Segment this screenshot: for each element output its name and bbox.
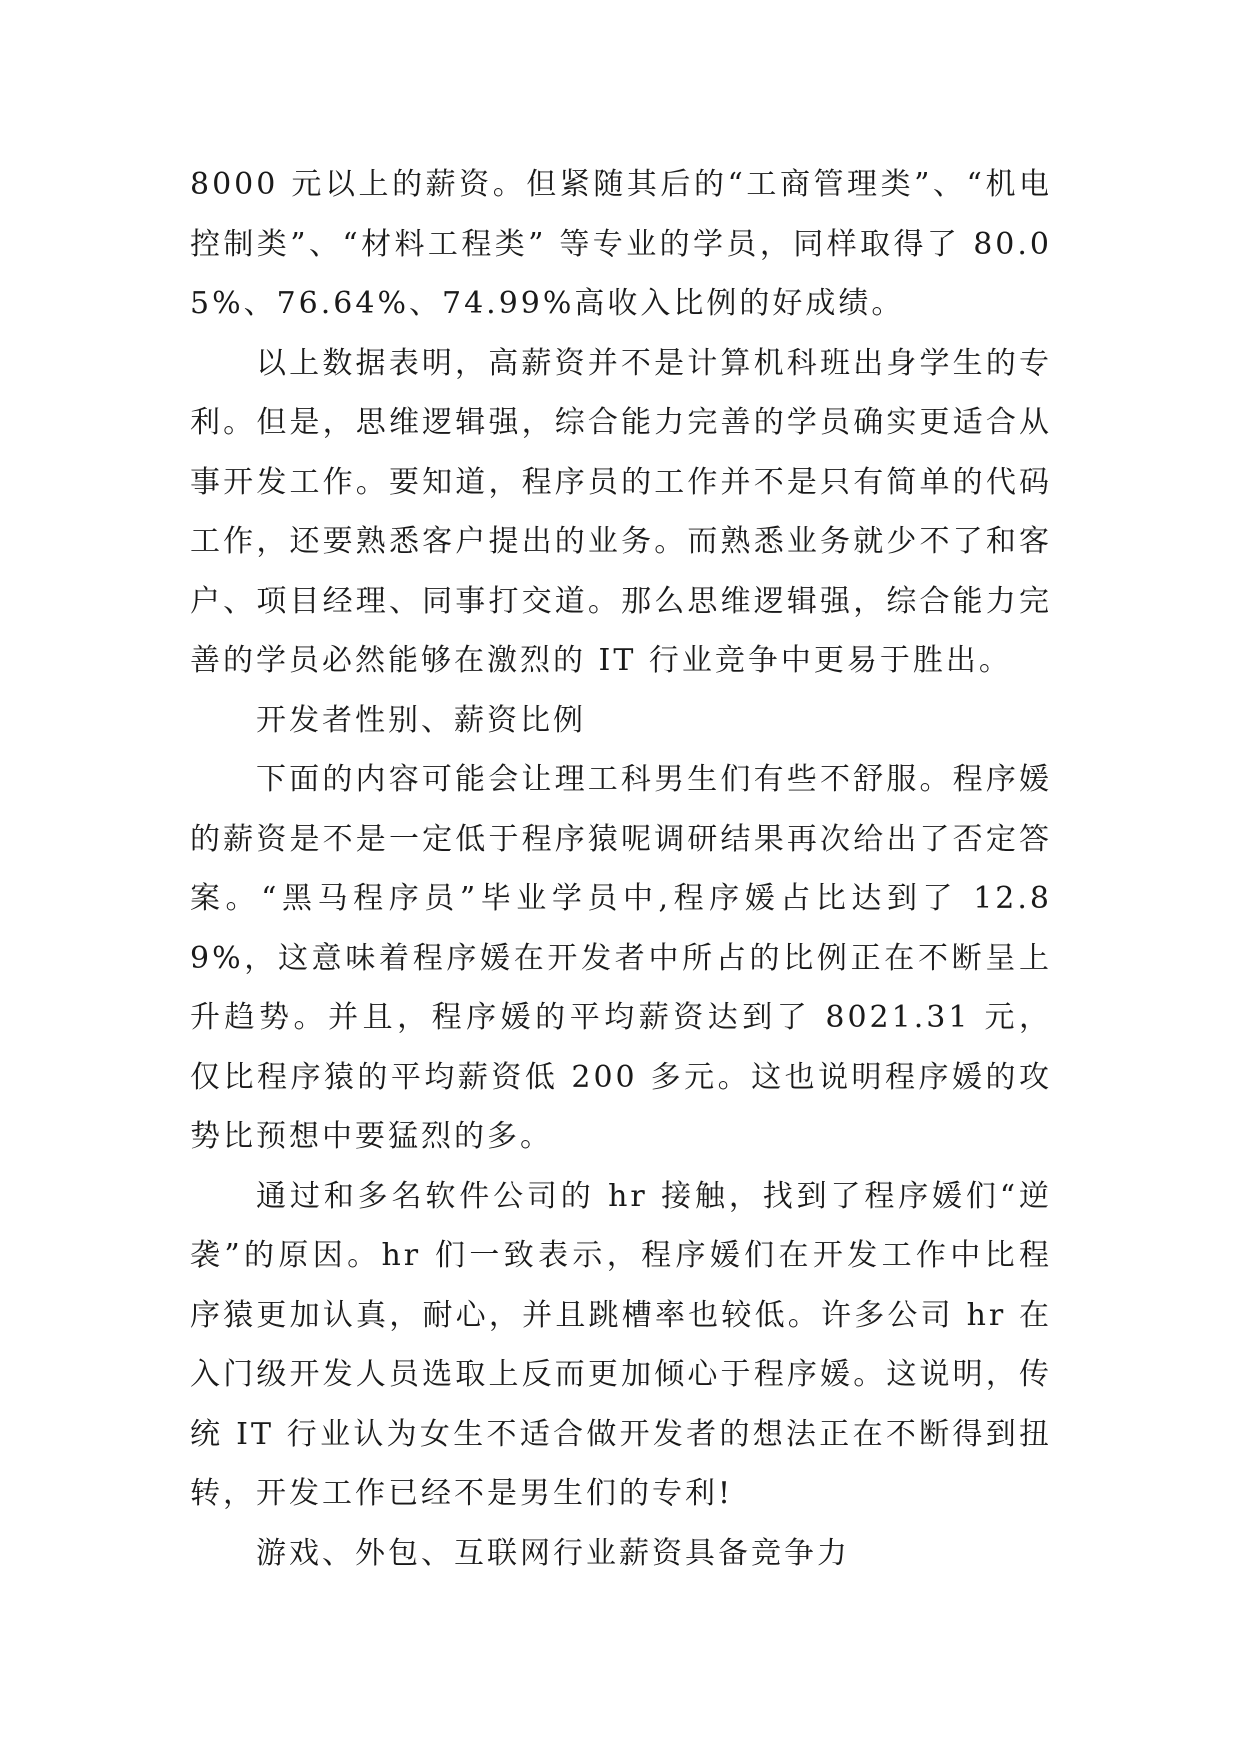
paragraph-4: 通过和多名软件公司的 hr 接触，找到了程序媛们“逆袭”的原因。hr 们一致表示，程序媛们在开发工作中比程序猿更加认真，耐心，并且跳槽率也较低。许多公司 hr 在入门级开发人员选取上反而更加倾心于程序媛。这说明，传统 IT 行业认为女生不适合做开发者的想法正在不断得到扭转，开发工作已经不是男生们的专利! xyxy=(190,1178,1052,1511)
paragraph-1: 8000 元以上的薪资。但紧随其后的“工商管理类”、“机电控制类”、“材料工程类” 等专业的学员，同样取得了 80.05%、76.64%、74.99%高收入比例的好成绩。 xyxy=(190,167,1052,321)
paragraph-3: 下面的内容可能会让理工科男生们有些不舒服。程序媛的薪资是不是一定低于程序猿呢调研结果再次给出了否定答案。“黑马程序员”毕业学员中,程序媛占比达到了 12.89%，这意味着程序媛在开发者中所占的比例正在不断呈上升趋势。并且，程序媛的平均薪资达到了 8021.31 元，仅比程序猿的平均薪资低 200 多元。这也说明程序媛的攻势比预想中要猛烈的多。 xyxy=(190,762,1052,1154)
paragraph-2: 以上数据表明，高薪资并不是计算机科班出身学生的专利。但是，思维逻辑强，综合能力完善的学员确实更适合从事开发工作。要知道，程序员的工作并不是只有简单的代码工作，还要熟悉客户提出的业务。而熟悉业务就少不了和客户、项目经理、同事打交道。那么思维逻辑强，综合能力完善的学员必然能够在激烈的 IT 行业竞争中更易于胜出。 xyxy=(190,345,1052,678)
section-heading-industry-salary: 游戏、外包、互联网行业薪资具备竞争力 xyxy=(256,1535,850,1571)
section-heading-gender-salary: 开发者性别、薪资比例 xyxy=(256,702,586,738)
document-body xyxy=(190,155,1052,1583)
